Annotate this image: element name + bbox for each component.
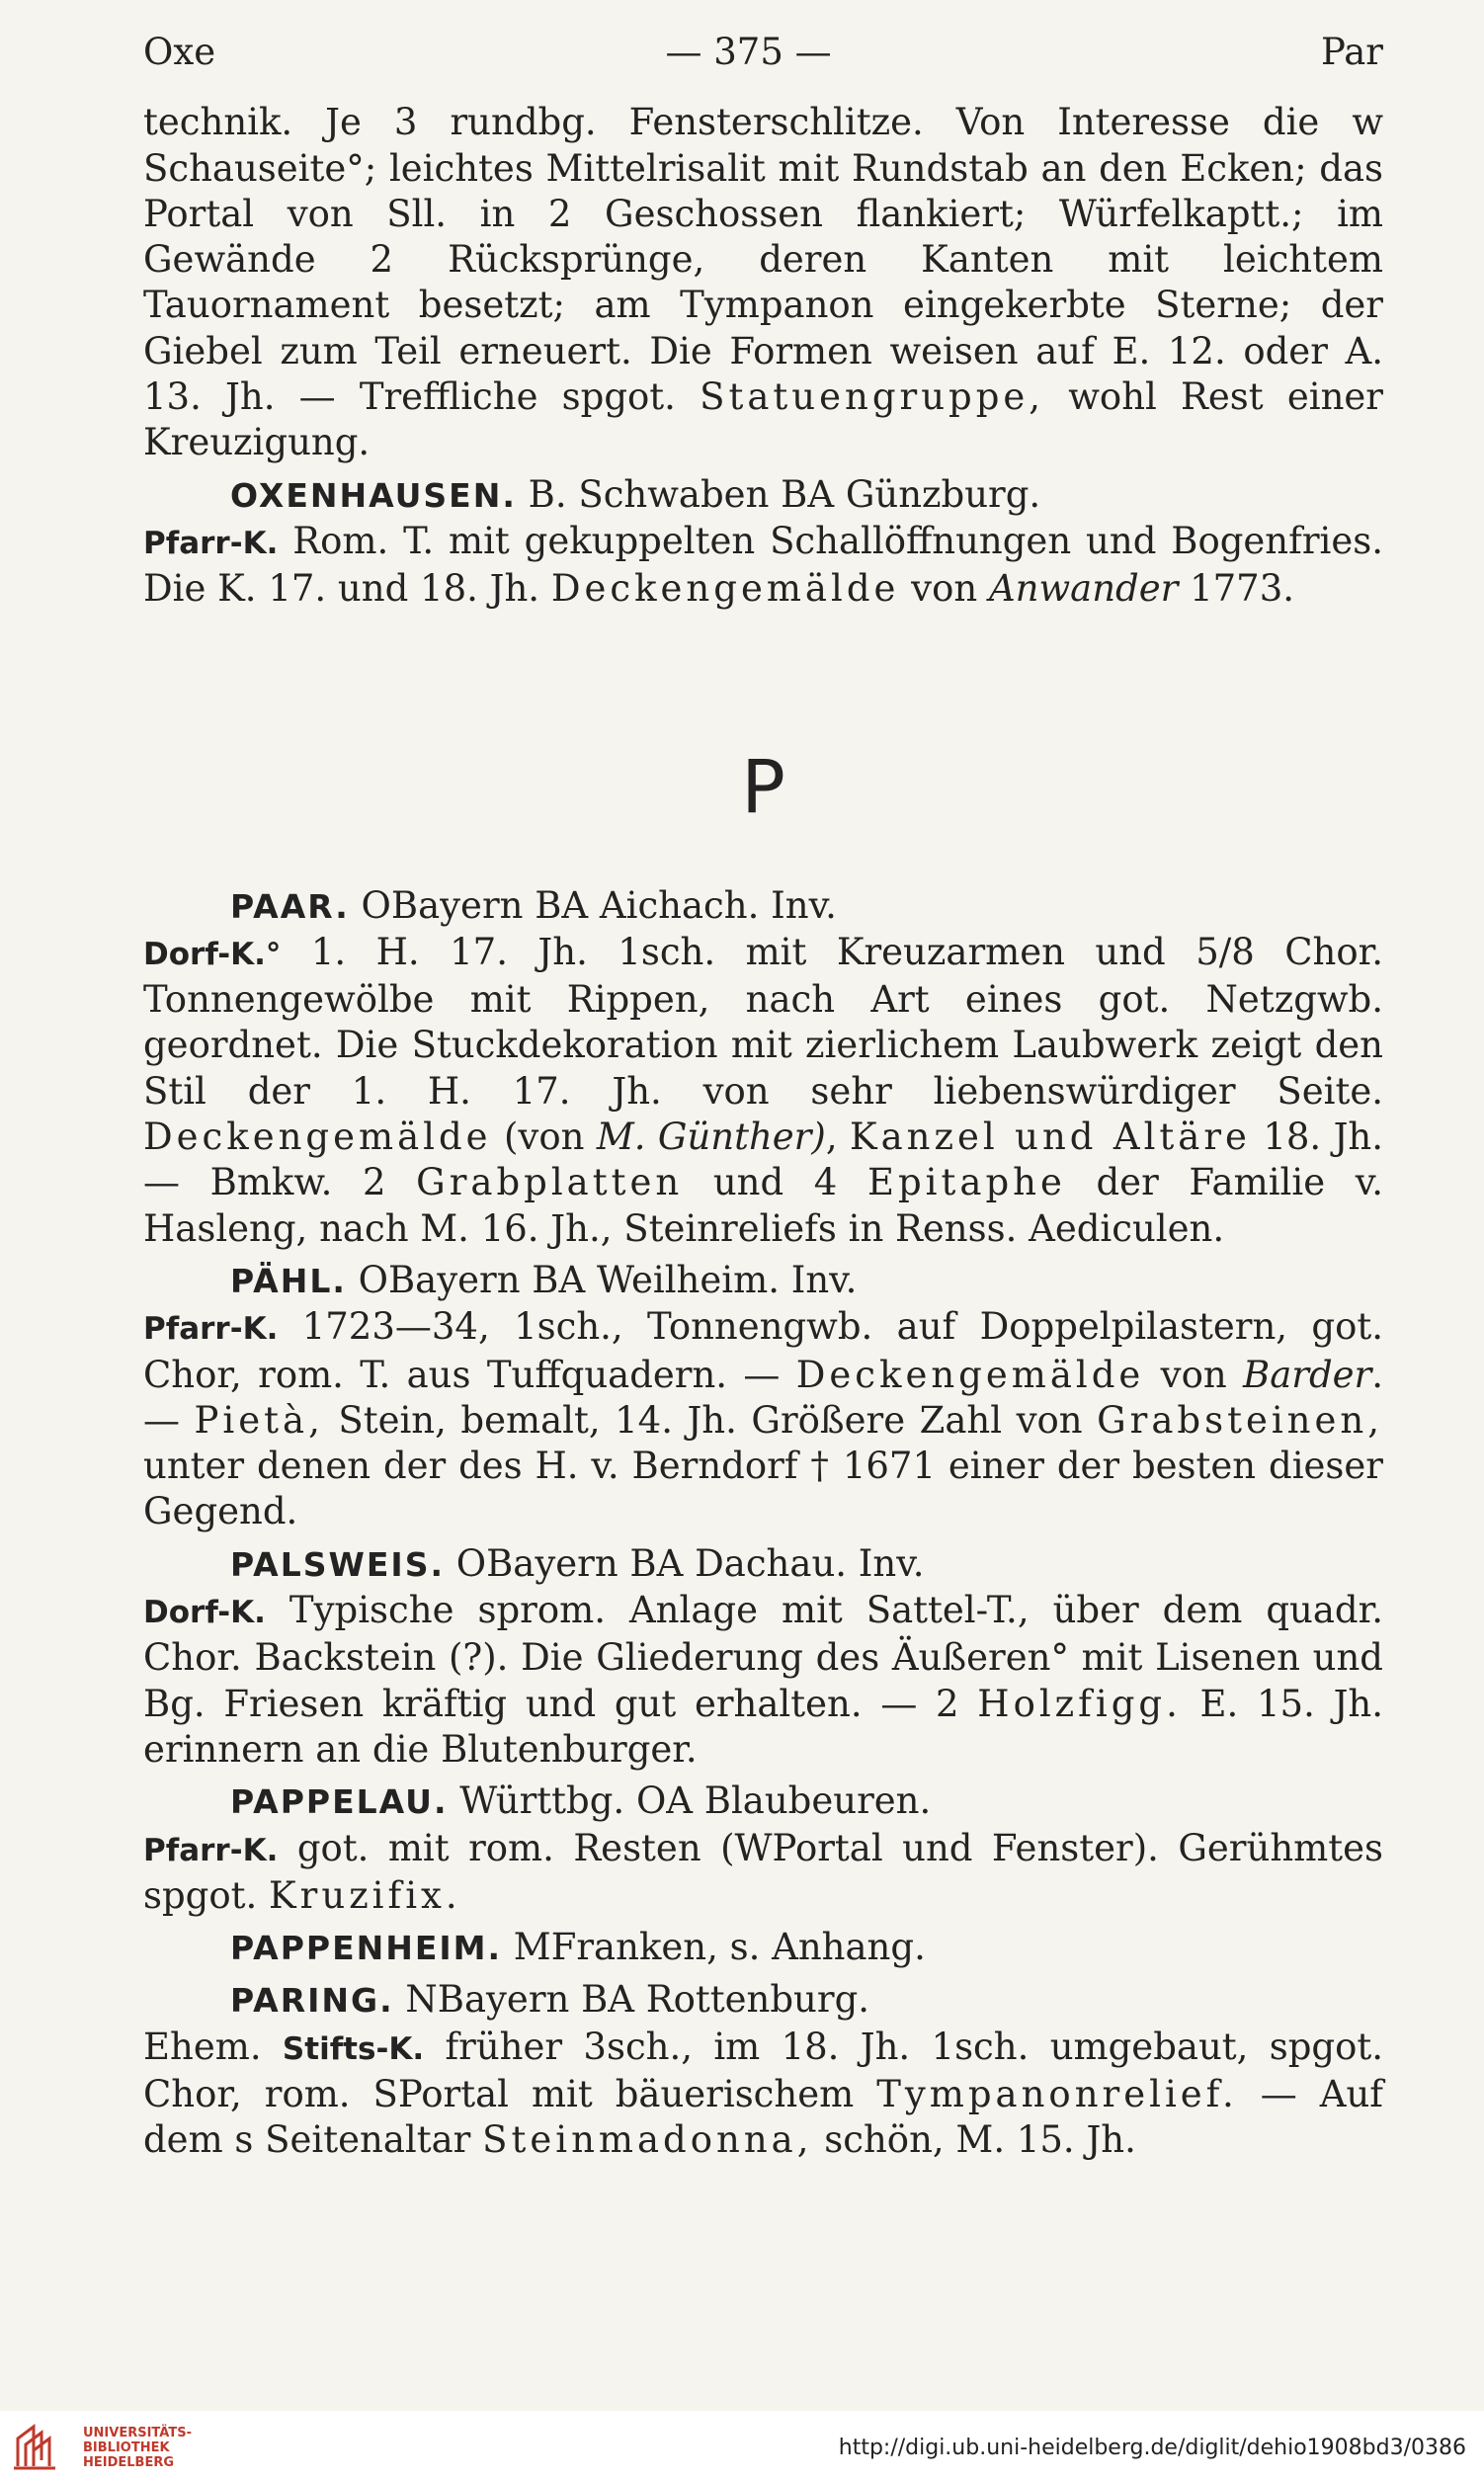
building-type: Pfarr-K.	[143, 1311, 279, 1348]
running-header	[143, 30, 1383, 75]
entry-paring-body: Ehem. Stifts-K. früher 3sch., im 18. Jh. 1sch. umgebaut, spgot. Chor, rom. SPortal mit bäuerischem Tympanonrelief. — Auf dem s Seitenaltar Steinmadonna, schön, M. 15. Jh.	[143, 2025, 1383, 2162]
entry-paar-heading: PAAR. OBayern BA Aichach. Inv.	[230, 883, 837, 927]
place-name: OXENHAUSEN.	[230, 475, 517, 515]
place-name: PAPPELAU.	[230, 1782, 449, 1822]
building-type: Pfarr-K.	[143, 1832, 279, 1868]
entry-continuation: technik. Je 3 rundbg. Fensterschlitze. Von Interesse die w Schauseite°; leichtes Mittelrisalit mit Rundstab an den Ecken; das Portal von Sll. in 2 Geschossen flankiert; Würfelkaptt.; im Gewände 2 Rücksprünge, deren Kanten mit leichtem Tauornament besetzt; am Tympanon eingekerbte Sterne; der Giebel zum Teil erneuert. Die Formen weisen auf E. 12. oder A. 13. Jh. — Treffliche spgot. Statuengruppe, wohl Rest einer Kreuzigung.	[143, 101, 1383, 464]
header-right: Par	[1321, 31, 1383, 73]
building-type: Stifts-K.	[282, 2030, 425, 2067]
place-name: PÄHL.	[230, 1261, 347, 1300]
entry-paehl-body: Pfarr-K. 1723—34, 1sch., Tonnengwb. auf Doppelpilastern, got. Chor, rom. T. aus Tuffquadern. — Deckengemälde von Barder. — Pietà, Stein, bemalt, 14. Jh. Größere Zahl von Grabsteinen, unter denen der des H. v. Berndorf † 1671 einer der besten dieser Gegend.	[143, 1305, 1383, 1533]
entry-pappelau-body: Pfarr-K. got. mit rom. Resten (WPortal und Fenster). Gerühmtes spgot. Kruzifix.	[143, 1826, 1383, 1917]
building-type: Dorf-K.°	[143, 936, 282, 972]
building-type: Dorf-K.	[143, 1595, 266, 1631]
place-name: PAPPENHEIM.	[230, 1929, 503, 1968]
entry-pappenheim-heading: PAPPENHEIM. MFranken, s. Anhang.	[230, 1926, 926, 1969]
entry-palsweis-body: Dorf-K. Typische sprom. Anlage mit Sattel-T., über dem quadr. Chor. Backstein (?). Die Gliederung des Äußeren° mit Lisenen und Bg. Friesen kräftig und gut erhalten. — 2 Holzfigg. E. 15. Jh. erinnern an die Blutenburger.	[143, 1589, 1383, 1771]
library-logo-icon	[12, 2421, 67, 2472]
entry-pappelau-heading: PAPPELAU. Württbg. OA Blaubeuren.	[230, 1779, 932, 1823]
building-type: Pfarr-K.	[143, 525, 279, 561]
source-url[interactable]: http://digi.ub.uni-heidelberg.de/diglit/dehio1908bd3/0386	[838, 2436, 1466, 2460]
place-name: PARING.	[230, 1981, 394, 2021]
place-name: PALSWEIS.	[230, 1544, 446, 1584]
page-number: — 375 —	[665, 31, 832, 73]
library-name: UNIVERSITÄTS- BIBLIOTHEK HEIDELBERG	[83, 2426, 192, 2470]
entry-oxenhausen-heading: OXENHAUSEN. B. Schwaben BA Günzburg.	[230, 472, 1041, 516]
page-content	[143, 30, 1383, 2164]
header-left: Oxe	[143, 31, 216, 73]
entry-paehl-heading: PÄHL. OBayern BA Weilheim. Inv.	[230, 1258, 858, 1301]
entry-paar-body: Dorf-K.° 1. H. 17. Jh. 1sch. mit Kreuzarmen und 5/8 Chor. Tonnengewölbe mit Rippen, nach Art eines got. Netzgwb. geordnet. Die Stuckdekoration mit zierlichem Laubwerk zeigt den Stil der 1. H. 17. Jh. von sehr liebenswürdiger Seite. Deckengemälde (von M. Günther), Kanzel und Altäre 18. Jh. — Bmkw. 2 Grabplatten und 4 Epitaphe der Familie v. Hasleng, nach M. 16. Jh., Steinreliefs in Renss. Aediculen.	[143, 930, 1384, 1250]
place-name: PAAR.	[230, 886, 350, 926]
entry-palsweis-heading: PALSWEIS. OBayern BA Dachau. Inv.	[230, 1541, 925, 1585]
entry-paring-heading: PARING. NBayern BA Rottenburg.	[230, 1978, 870, 2022]
section-letter: P	[741, 744, 785, 830]
entry-oxenhausen-body: Pfarr-K. Rom. T. mit gekuppelten Schallöffnungen und Bogenfries. Die K. 17. und 18. Jh. Deckengemälde von Anwander 1773.	[143, 519, 1383, 611]
